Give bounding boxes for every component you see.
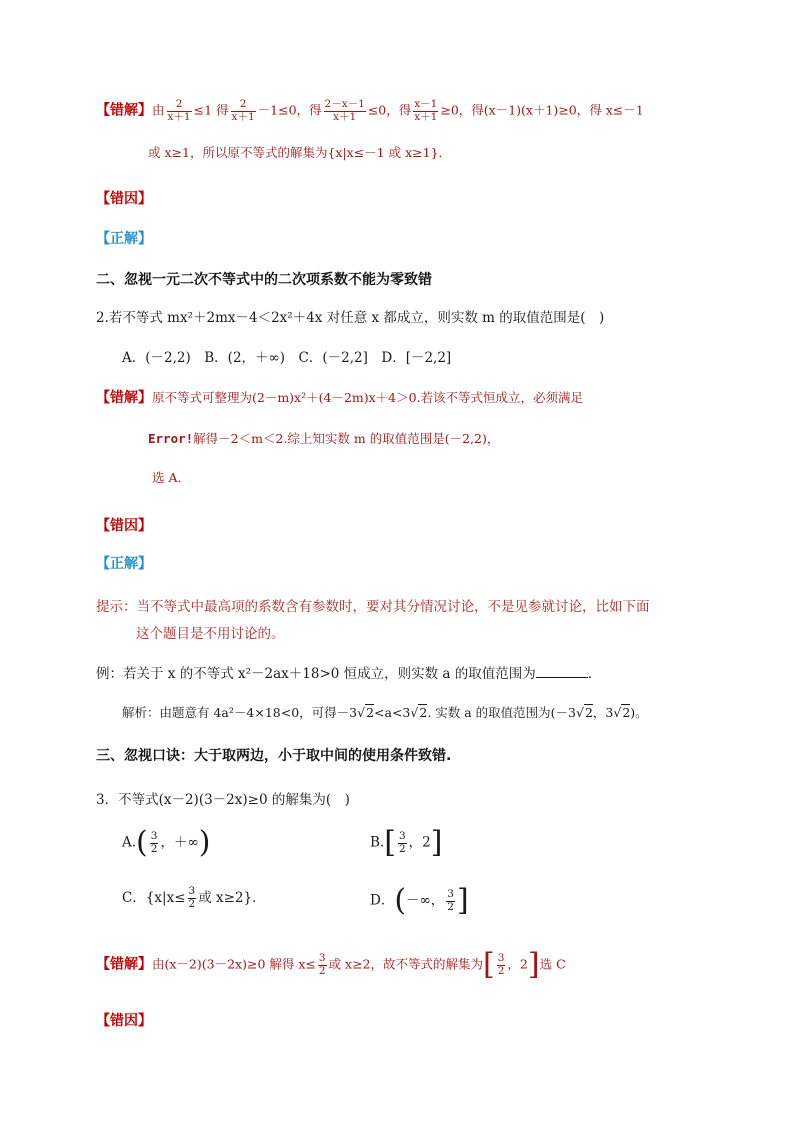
- question-2: 2.若不等式 mx²＋2mx－4＜2x²＋4x 对任意 x 都成立，则实数 m 的取值范围是( ): [96, 310, 605, 326]
- cuojie-label: 【错解】: [96, 956, 152, 973]
- fraction: $\frac{3}{2}$: [150, 829, 158, 855]
- s1-cuojie-line1: 【错解】由 $\frac{2}{x+1}$ ≤1 得 $\frac{2}{x+1}$ －1≤0，得 $\frac{2-x-1}{x+1}$ ≤0，得 $\frac{x-1}{x+1}$ ≥0，得(x－1)(x＋1)≥0，得 x≤－1: [96, 98, 644, 123]
- fraction: $\frac{3}{2}$: [398, 829, 406, 855]
- cuoyin-label: 【错因】: [96, 191, 152, 207]
- example-line: 例：若关于 x 的不等式 x²－2ax＋18>0 恒成立，则实数 a 的取值范围为 ．: [96, 666, 602, 682]
- cuojie-label: 【错解】: [96, 102, 152, 119]
- fraction: $\frac{3}{2}$: [188, 885, 196, 910]
- sqrt: √2: [410, 705, 428, 720]
- cuoyin-label: 【错因】: [96, 1013, 152, 1029]
- section-2-heading: 二、忽视一元二次不等式中的二次项系数不能为零致错: [96, 272, 432, 288]
- analysis-line: 解析：由题意有 4a²－4×18<0，可得－3√2<a<3√2. 实数 a 的取值范围为(－3√2，3√2)。: [122, 705, 648, 720]
- tip-line1: 提示：当不等式中最高项的系数含有参数时，要对其分情况讨论，不是见参就讨论，比如下面: [96, 599, 650, 615]
- s2-cuojie-line3: 选 A．: [152, 470, 191, 485]
- fraction: $\frac{2}{x+1}$: [231, 98, 255, 123]
- fraction: $\frac{2-x-1}{x+1}$: [324, 98, 365, 123]
- cuoyin-label: 【错因】: [96, 518, 152, 534]
- s2-cuojie-line2: Error!解得－2＜m＜2.综上知实数 m 的取值范围是(－2,2)，: [148, 431, 500, 446]
- sqrt: √2: [576, 705, 593, 720]
- s2-cuojie-line1: 【错解】原不等式可整理为(2－m)x²＋(4－2m)x＋4＞0.若该不等式恒成立，必须满足: [96, 390, 584, 406]
- option-b: B.[ $\frac{3}{2}$ ，2]: [370, 825, 443, 860]
- answer-blank: [536, 665, 588, 678]
- sqrt: √2: [357, 705, 375, 720]
- fraction: $\frac{3}{2}$: [447, 887, 454, 913]
- option-a: A.( $\frac{3}{2}$ ，＋∞): [122, 825, 211, 860]
- fraction: $\frac{3}{2}$: [497, 951, 505, 977]
- fraction: $\frac{3}{2}$: [318, 951, 326, 977]
- error-text: Error!: [148, 431, 194, 446]
- question-3: 3．不等式(x－2)(3－2x)≥0 的解集为( ): [96, 792, 350, 808]
- option-c: C．{x|x≤ $\frac{3}{2}$ 或 x≥2}．: [122, 885, 266, 910]
- text: 由: [152, 102, 165, 118]
- zhengjie-label: 【正解】: [96, 231, 152, 247]
- tip-line2: 这个题目是不用讨论的。: [136, 626, 285, 642]
- option-d: D．(－∞， $\frac{3}{2}$ ]: [370, 883, 469, 918]
- cuojie-label: 【错解】: [96, 390, 152, 406]
- sqrt: √2: [613, 705, 631, 720]
- question-2-options: A．(－2,2) B．(2，＋∞) C．(－2,2] D．[－2,2]: [122, 350, 452, 366]
- section-3-heading: 三、忽视口诀：大于取两边，小于取中间的使用条件致错.: [96, 748, 452, 764]
- s3-cuojie-line: 【错解】由(x－2)(3－2x)≥0 解得 x≤ $\frac{3}{2}$ 或 x≥2，故不等式的解集为[ $\frac{3}{2}$ ，2]选 C: [96, 947, 566, 982]
- s1-cuojie-line2: 或 x≥1，所以原不等式的解集为{x|x≤－1 或 x≥1}．: [148, 145, 452, 160]
- zhengjie-label: 【正解】: [96, 556, 152, 572]
- fraction: $\frac{x-1}{x+1}$: [414, 98, 438, 123]
- fraction: $\frac{2}{x+1}$: [167, 98, 191, 123]
